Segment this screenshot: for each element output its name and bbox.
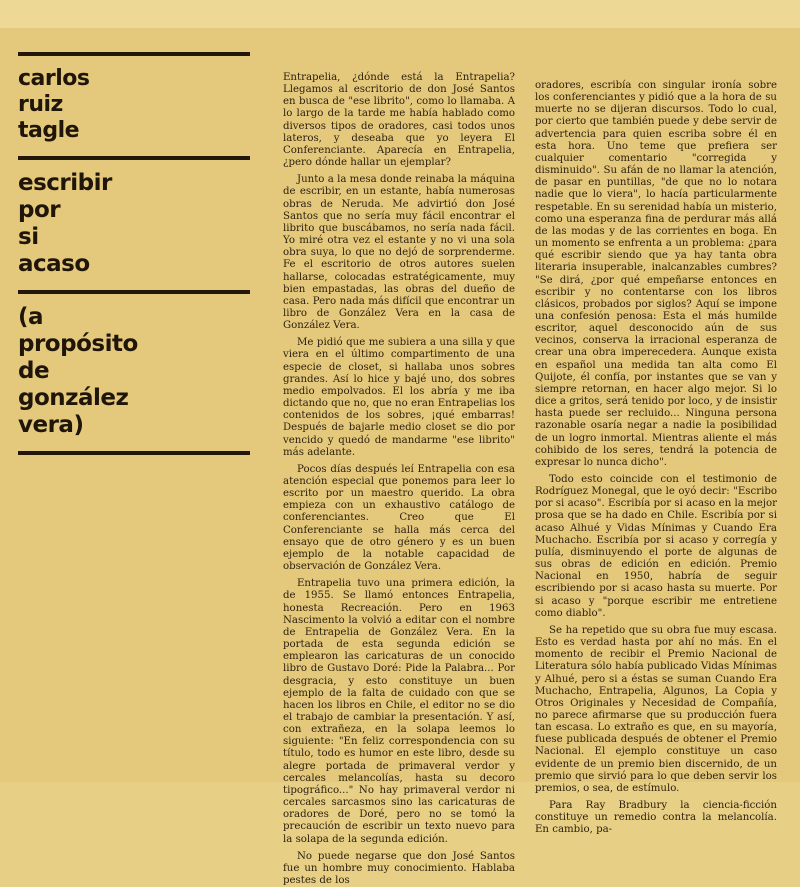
paragraph: Me pidió que me subiera a una silla y que viera en el último compartimento de una especie de closet, si hallaba unos sobres grandes. Así lo hice y bajé uno, dos sobres medio empolvados. El los abría y me iba dictando que no, que no eran Entrapelias los contenidos de los sobres, ¡qué embarras! Después de bajarle medio closet se dio por vencido y quedó de mandarme "ese librito" más adelante.: [283, 337, 515, 458]
text-column-2: [535, 80, 777, 836]
author-name: carlos ruiz tagle: [18, 66, 90, 143]
divider-rule: [18, 290, 250, 294]
divider-rule: [18, 156, 250, 160]
paragraph: Para Ray Bradbury la ciencia-ficción constituye un remedio contra la melancolía. En cambio, pa-: [535, 800, 777, 836]
paragraph: Se ha repetido que su obra fue muy escasa. Esto es verdad hasta por ahí no más. En el momento de recibir el Premio Nacional de Literatura sólo había publicado Vidas Mínimas y Alhué, pero si a éstas se suman Cuando Era Muchacho, Entrapelia, Algunos, La Copia y Otros Originales y Necesidad de Compañía, no parece afirmarse que su producción fuera tan escasa. Lo extraño es que, en su mayoría, fuese publicada después de obtener el Premio Nacional. El ejemplo constituye un caso evidente de un premio bien discernido, de un premio que sirvió para lo que deben servir los premios, o sea, de estímulo.: [535, 624, 777, 794]
paragraph: Junto a la mesa donde reinaba la máquina de escribir, en un estante, había numerosas obras de Neruda. Me advirtió don José Santos que no sería muy fácil encontrar el librito que buscábamos, no sería nada fácil. Yo miré otra vez el estante y no vi una sola obra suya, lo que no dejó de sorprenderme. Fe el escritorio de otros autores suelen hallarse, colocadas estratégicamente, muy bien empastadas, las obras del dueño de casa. Pero nada más difícil que encontrar un libro de González Vera en la casa de González Vera.: [283, 174, 515, 332]
article-title: escribir por si acaso: [18, 170, 112, 277]
article-subtitle: (a propósito de gonzález vera): [18, 304, 138, 438]
paragraph: Pocos días después leí Entrapelia con esa atención especial que ponemos para leer lo escrito por un maestro querido. La obra empieza con un exhaustivo catálogo de conferenciantes. Creo que El Conferenciante se halla más cerca del ensayo que de otro género y es un buen ejemplo de la notable capacidad de observación de González Vera.: [283, 463, 515, 573]
paragraph: Entrapelia, ¿dónde está la Entrapelia? Llegamos al escritorio de don José Santos en busca de "ese librito", como lo llamaba. A lo largo de la tarde me había hablado como diversos tipos de oradores, casi todos unos lateros, y deseaba que yo leyera El Conferenciante. Aparecía en Entrapelia, ¿pero dónde hallar un ejemplar?: [283, 72, 515, 169]
paragraph: No puede negarse que don José Santos fue un hombre muy conocimiento. Hablaba pestes de los: [283, 850, 515, 886]
divider-rule: [18, 451, 250, 455]
divider-rule: [18, 52, 250, 56]
paragraph: oradores, escribía con singular ironía sobre los conferenciantes y pidió que a la hora de su muerte no se dijeran discursos. Todo lo cual, por cierto que también puede y debe servir de advertencia para quien escriba sobre él en esta hora. Uno teme que prefiera ser cualquier comentario "corregida y disminuido". Su afán de no llamar la atención, de pasar en puntillas, "de que no lo notara nadie que lo viera", lo hacía particularmente respetable. En su serenidad había un misterio, como una esperanza fina de perdurar más allá de las modas y de las corrientes en boga. En un momento se enfrenta a un problema: ¿para qué escribir siendo que ya hay tanta obra literaria insuperable, inalcanzables cumbres? "Se dirá, ¿por qué empeñarse entonces en escribir y no contentarse con los libros clásicos, probados por siglos? Aquí se impone una confesión penosa: Esta el más humilde escritor, aquel desconocido aún de sus vecinos, conserva la irracional esperanza de crear una obra imperecedera. Aunque exista en español una medida tan alta como El Quijote, él confía, por instantes que se van y siempre retornan, en hacer algo mejor. Si lo dice a gritos, será tenido por loco, y de insistir hasta puede ser recluido... Ninguna persona razonable osaría negar a nadie la posibilidad de un logro inmortal. Mientras aliente el más cohibido de los seres, tendrá la potencia de expresar lo nunca dicho".: [535, 80, 777, 468]
top-margin-strip: [0, 0, 800, 28]
paragraph: Todo esto coincide con el testimonio de Rodríguez Monegal, que le oyó decir: "Escribo por si acaso". Escribía por si acaso en la mejor prosa que se ha dado en Chile. Escribía por si acaso Alhué y Vidas Mínimas y Cuando Era Muchacho. Escribía por si acaso y corregía y pulía, disminuyendo el porte de algunas de sus obras de edición en edición. Premio Nacional en 1950, habría de seguir escribiendo por si acaso hasta su muerte. Por si acaso y "porque escribir me entretiene como diablo".: [535, 474, 777, 619]
text-column-1: [283, 72, 515, 886]
title-sidebar: [18, 52, 250, 465]
paragraph: Entrapelia tuvo una primera edición, la de 1955. Se llamó entonces Entrapelia, honesta Recreación. Pero en 1963 Nascimento la volvió a editar con el nombre de Entrapelia de González Vera. En la portada de esta segunda edición se emplearon las caricaturas de un conocido libro de Gustavo Doré: Pide la Palabra... Por desgracia, y esto constituye un buen ejemplo de la falta de cuidado con que se hacen los libros en Chile, el editor no se dio el trabajo de cambiar la presentación. Y así, con extrañeza, en la solapa leemos lo siguiente: "En feliz correspondencia con su título, todo es humor en este libro, desde su alegre portada de primaveral verdor y cercales melancolías, hasta su decoro tipográfico..." No hay primaveral verdor ni cercales sarcasmos sino las caricaturas de oradores de Doré, pero no se tomó la precaución de escribir un texto nuevo para la solapa de la segunda edición.: [283, 578, 515, 845]
